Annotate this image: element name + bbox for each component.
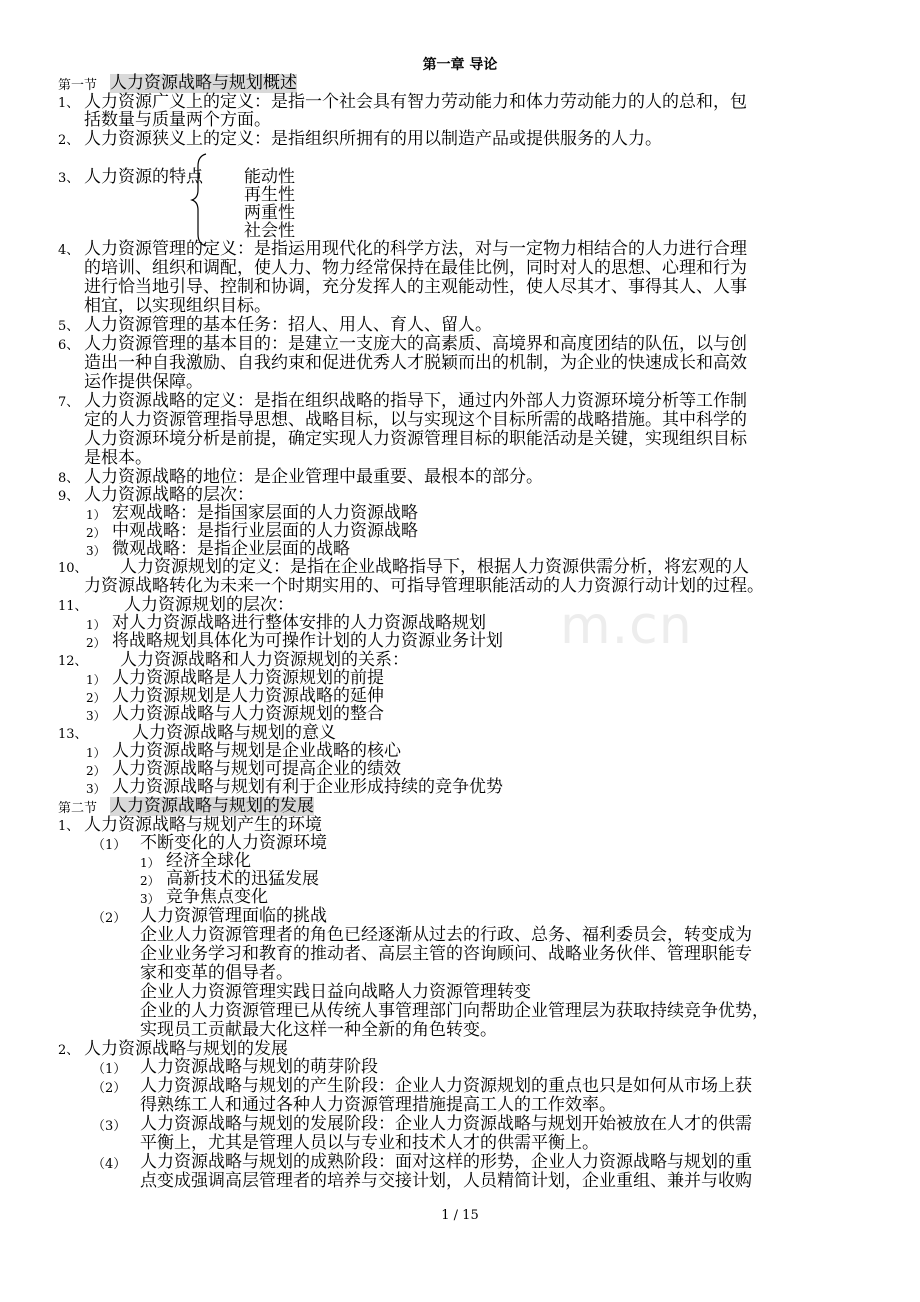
- section-number: 第二节: [58, 801, 98, 816]
- watermark: m.cn: [560, 596, 693, 656]
- chapter-title: 第一章 导论: [422, 57, 498, 73]
- brace-icon: [190, 152, 210, 248]
- section-title: 人力资源战略与规划的发展: [110, 796, 314, 816]
- section-number: 第一节: [58, 78, 98, 93]
- section-title: 人力资源战略与规划概述: [110, 73, 297, 93]
- page-number: 1 / 15: [441, 1208, 479, 1223]
- document-page: m.cn 第一章 导论 第一节 人力资源战略与规划概述 1、 人力资源广义上的定义：是指一个社会具有智力劳动能力和体力劳动能力的人的总和，包 括数量与质量两个方面。 2、 人力资源狭义上的定义：是指组织所拥有的用以制造产品或提供服务的人力。 3、 人力资源的特点 能动性 再生性 两重性 社会性 4、 人力资源管理的定义：是指运用现代化的科学方法，对与一定物力相结合的人力进行合理 的培训、组织和调配，使人力、物力经常保持在最佳比例，同时对人的思想、心理和行为 进行恰当地引导、控制和协调，充分发挥人的主观能动性，使人尽其才、事得其人、人事 相宜，以实现组织目标。 5、 人力资源管理的基本任务：招人、用人、育人、留人。 6、 人力资源管理的基本目的：是建立一支庞大的高素质、高境界和高度团结的队伍，以与创 造出一种自我激励、自我约束和促进优秀人才脱颖而出的机制，为企业的快速成长和高效 运作提供保障。 7、 人力资源战略的定义：是指在组织战略的指导下，通过内外部人力资源环境分析等工作制 定的人力资源管理指导思想、战略目标，以与实现这个目标所需的战略措施。其中科学的 人力资源环境分析是前提，确定实现人力资源管理目标的职能活动是关键，实现组织目标 是根本。 8、 人力资源战略的地位：是企业管理中最重要、最根本的部分。 9、 人力资源战略的层次： 1） 宏观战略：是指国家层面的人力资源战略 2） 中观战略：是指行业层面的人力资源战略 3） 微观战略：是指企业层面的战略 10、 人力资源规划的定义：是指在企业战略指导下，根据人力资源供需分析，将宏观的人 力资源战略转化为未来一个时期实用的、可指导管理职能活动的人力资源行动计划的过程。 11、 人力资源规划的层次： 1） 对人力资源战略进行整体安排的人力资源战略规划 2） 将战略规划具体化为可操作计划的人力资源业务计划 12、 人力资源战略和人力资源规划的关系： 1） 人力资源战略是人力资源规划的前提 2） 人力资源规划是人力资源战略的延伸 3） 人力资源战略与人力资源规划的整合 13、 人力资源战略与规划的意义 1） 人力资源战略与规划是企业战略的核心 2） 人力资源战略与规划可提高企业的绩效 3） 人力资源战略与规划有利于企业形成持续的竞争优势 第二节 人力资源战略与规划的发展 1、 人力资源战略与规划产生的环境 （1） 不断变化的人力资源环境 1） 经济全球化 2） 高新技术的迅猛发展 3） 竞争焦点变化 （2） 人力资源管理面临的挑战 企业人力资源管理者的角色已经逐渐从过去的行政、总务、福利委员会，转变成为 企业业务学习和教育的推动者、高层主管的咨询顾问、战略业务伙伴、管理职能专 家和变革的倡导者。 企业人力资源管理实践日益向战略人力资源管理转变 企业的人力资源管理已从传统人事管理部门向帮助企业管理层为获取持续竞争优势， 实现员工贡献最大化这样一种全新的角色转变。 2、 人力资源战略与规划的发展 （1） 人力资源战略与规划的萌芽阶段 （2） 人力资源战略与规划的产生阶段：企业人力资源规划的重点也只是如何从市场上获 得熟练工人和通过各种人力资源管理措施提高工人的工作效率。 （3） 人力资源战略与规划的发展阶段：企业人力资源战略与规划开始被放在人才的供需 平衡上，尤其是管理人员以与专业和技术人才的供需平衡上。 （4） 人力资源战略与规划的成熟阶段：面对这样的形势，企业人力资源战略与规划的重 点变成强调高层管理者的培养与交接计划，人员精简计划，企业重组、兼并与收购 1 / 15: [0, 0, 920, 1302]
